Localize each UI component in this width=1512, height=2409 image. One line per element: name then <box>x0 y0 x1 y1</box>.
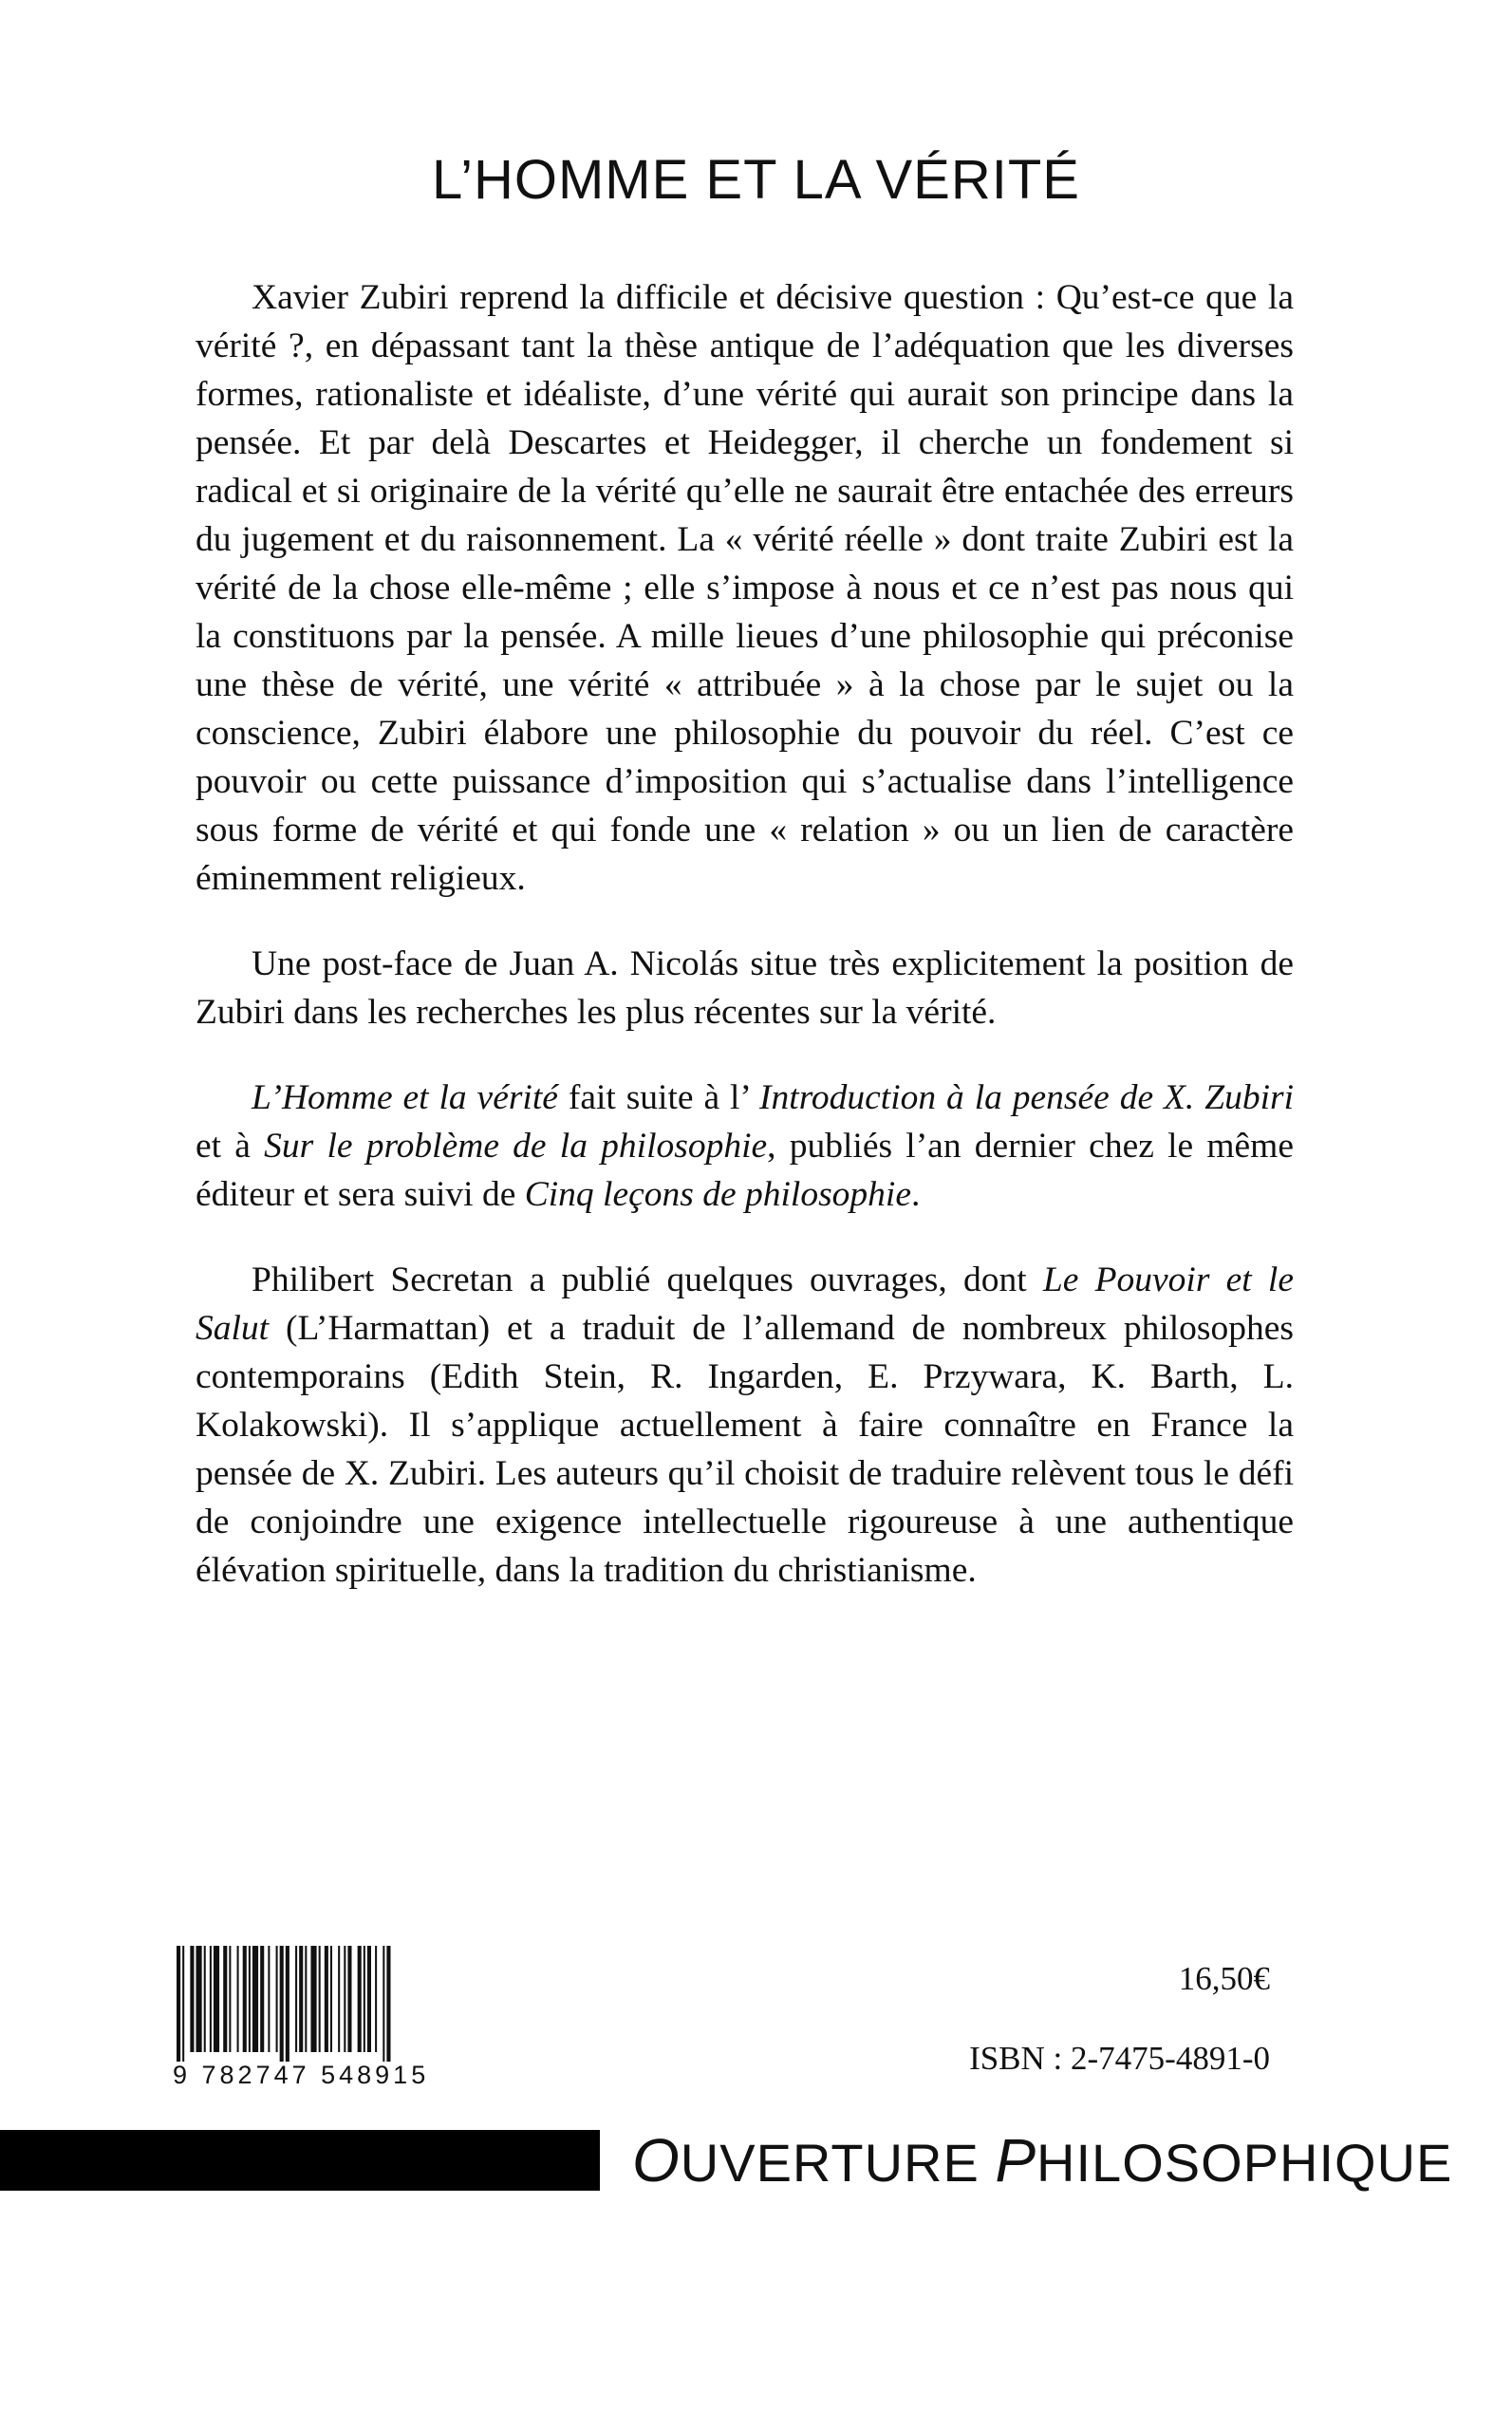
italic-title: Le Pouvoir et le Salut <box>196 1261 1294 1348</box>
barcode-bar <box>325 1946 328 2052</box>
barcode-bar <box>249 1946 251 2052</box>
series-paragraph: L’Homme et la vérité fait suite à l’ Introduction à la pensée de X. Zubiri et à Sur le problème de la philosophie, publiés l’an dernier chez le même éditeur et sera suivi de Cinq leçons de philosophie. <box>196 1078 1295 1214</box>
barcode-bar <box>383 1946 384 2062</box>
barcode-bar <box>305 1946 307 2052</box>
barcode-bar <box>237 1946 239 2052</box>
barcode-icon <box>173 1946 467 2062</box>
barcode-bar <box>295 1946 297 2052</box>
barcode-bar <box>252 1946 258 2052</box>
barcode-bar <box>286 1946 289 2062</box>
barcode-number: 9 782747 548915 <box>173 2061 430 2089</box>
collection-black-bar <box>0 2130 600 2191</box>
isbn-label: ISBN : 2-7475-4891-0 <box>969 2040 1270 2077</box>
barcode-bar <box>319 1946 321 2052</box>
barcode-bar <box>223 1946 227 2052</box>
barcode-bar <box>276 1946 278 2052</box>
barcode-bar <box>375 1946 377 2052</box>
barcode-bar <box>182 1946 184 2062</box>
barcode-bar <box>214 1946 219 2052</box>
barcode-bar <box>347 1946 351 2052</box>
barcode-bar <box>190 1946 194 2052</box>
barcode-bar <box>177 1946 180 2062</box>
barcode-bar <box>338 1946 340 2052</box>
barcode-bar <box>330 1946 332 2052</box>
barcode-bar <box>364 1946 365 2052</box>
italic-title: Cinq leçons de philosophie <box>524 1175 911 1214</box>
barcode-bar <box>243 1946 247 2052</box>
back-cover-text <box>196 273 1294 1632</box>
barcode-bar <box>310 1946 316 2052</box>
barcode-bar <box>344 1946 345 2052</box>
italic-title: L’Homme et la vérité <box>252 1078 558 1117</box>
barcode-bar <box>280 1946 284 2062</box>
italic-title: Sur le problème de la philosophie <box>264 1127 768 1166</box>
author-bio-paragraph: Philibert Secretan a publié quelques ouvrages, dont Le Pouvoir et le Salut (L’Harmattan) et a traduit de l’allemand de nombreux philosophes contemporains (Edith Stein, R. Ingarden, E. Przywara, K. Barth, L. Kolakowski). Il s’applique actuellement à faire connaître en France la pensée de X. Zubiri. Les auteurs qu’il choisit de traduire relèvent tous le défi de conjoindre une exigence intellectuelle rigoureuse à une authentique élévation spirituelle, dans la tradition du christianisme. <box>196 1261 1294 1590</box>
price-label: 16,50€ <box>1178 1960 1270 1997</box>
barcode-bar <box>204 1946 206 2052</box>
summary-paragraph: Xavier Zubiri reprend la difficile et décisive question : Qu’est-ce que la vérité ?, en dépassant tant la thèse antique de l’adéquation que les diverses formes, rationaliste et idéaliste, d’une vérité qui aurait son principe dans la pensée. Et par delà Descartes et Heidegger, il cherche un fondement si radical et si originaire de la vérité qu’elle ne saurait être entachée des erreurs du jugement et du raisonnement. La « vérité réelle » dont traite Zubiri est la vérité de la chose elle-même ; elle s’impose à nous et ce n’est pas nous qui la constituons par la pensée. A mille lieues d’une philosophie qui préconise une thèse de vérité, une vérité « attribuée » à la chose par le sujet ou la conscience, Zubiri élabore une philosophie du pouvoir du réel. C’est ce pouvoir ou cette puissance d’imposition qui s’actualise dans l’intelligence sous forme de vérité et qui fonde une « relation » ou un lien de caractère éminemment religieux. <box>196 278 1294 898</box>
barcode-bar <box>268 1946 270 2052</box>
barcode-bar <box>229 1946 231 2052</box>
barcode-bar <box>210 1946 212 2052</box>
collection-name: OUVERTURE PHILOSOPHIQUE <box>632 2126 1453 2194</box>
barcode-bar <box>358 1946 362 2052</box>
barcode-bar <box>386 1946 390 2062</box>
italic-title: Introduction à la pensée de X. Zubiri <box>759 1078 1295 1117</box>
barcode-bar <box>367 1946 371 2052</box>
barcode-bar <box>260 1946 264 2052</box>
book-title: L’HOMME ET LA VÉRITÉ <box>432 149 1080 211</box>
barcode-bar <box>196 1946 202 2052</box>
postface-paragraph: Une post-face de Juan A. Nicolás situe très explicitement la position de Zubiri dans les recherches les plus récentes sur la vérité. <box>196 944 1294 1032</box>
barcode-bar <box>299 1946 303 2052</box>
